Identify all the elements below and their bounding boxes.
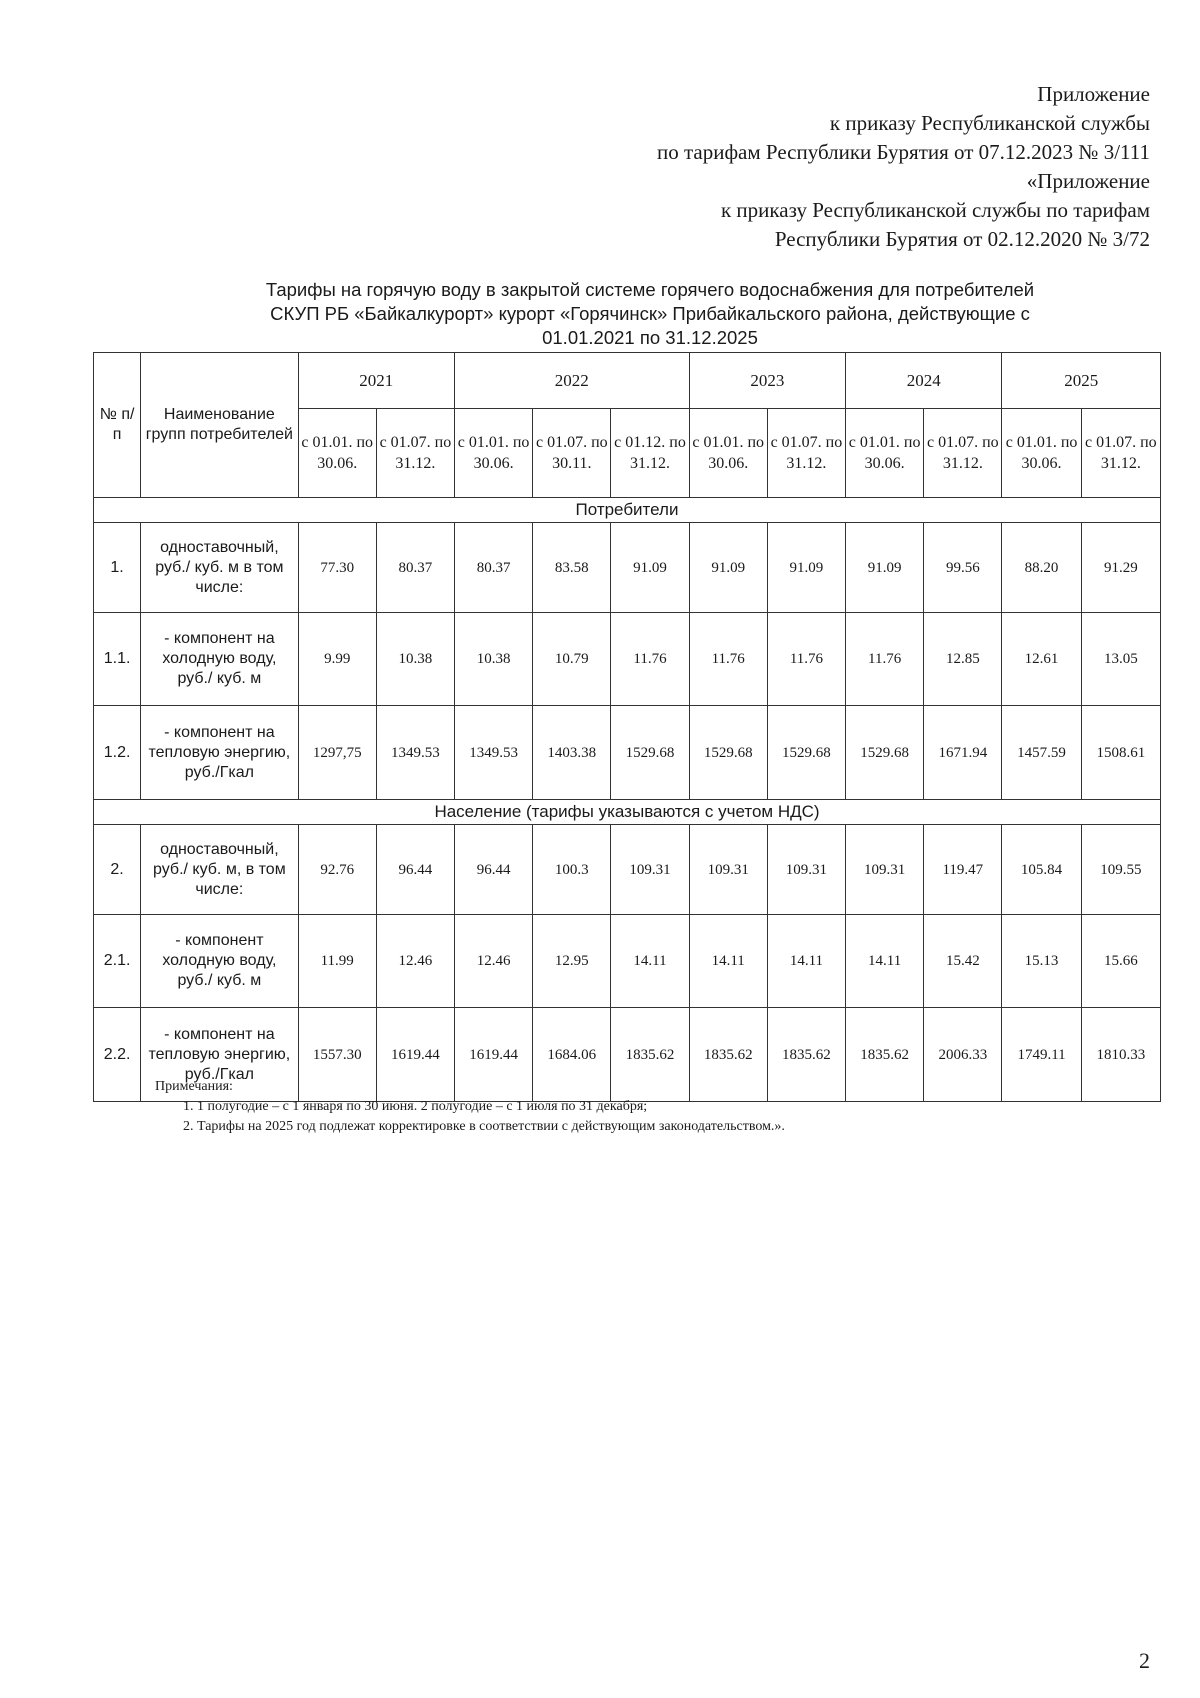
header-line: по тарифам Республики Бурятия от 07.12.2023 № 3/111 (656, 140, 1150, 164)
tariff-value: 88.20 (1002, 523, 1081, 613)
section-row (94, 498, 1161, 523)
tariff-value: 100.3 (533, 825, 611, 915)
document-title (140, 278, 1160, 350)
tariff-value: 1835.62 (767, 1008, 845, 1102)
tariff-value: 1529.68 (611, 706, 689, 800)
tariff-value: 99.56 (924, 523, 1002, 613)
tariff-value: 1684.06 (533, 1008, 611, 1102)
row-number: 2. (94, 825, 141, 915)
period-header: с 01.07. по 31.12. (1081, 409, 1160, 498)
tariff-value: 9.99 (298, 613, 376, 706)
table-row (94, 613, 1161, 706)
header-line: к приказу Республиканской службы (829, 111, 1150, 135)
title-line: 01.01.2021 по 31.12.2025 (542, 327, 758, 348)
consumer-group-name: - компонент на тепловую энергию, руб./Гкал (141, 706, 298, 800)
tariff-value: 1349.53 (455, 706, 533, 800)
tariff-value: 15.66 (1081, 915, 1160, 1008)
tariff-value: 14.11 (611, 915, 689, 1008)
tariff-value: 12.95 (533, 915, 611, 1008)
tariff-value: 15.13 (1002, 915, 1081, 1008)
row-number: 1.2. (94, 706, 141, 800)
tariff-value: 10.38 (455, 613, 533, 706)
tariff-value: 11.76 (846, 613, 924, 706)
period-header: с 01.01. по 30.06. (689, 409, 767, 498)
tariff-value: 14.11 (689, 915, 767, 1008)
appendix-header (350, 80, 1150, 254)
row-number: 2.1. (94, 915, 141, 1008)
period-header: с 01.07. по 31.12. (376, 409, 454, 498)
tariff-value: 1749.11 (1002, 1008, 1081, 1102)
consumer-group-name: одноставочный, руб./ куб. м, в том числе: (141, 825, 298, 915)
tariff-value: 1671.94 (924, 706, 1002, 800)
year-header: 2024 (846, 353, 1002, 409)
tariff-value: 1529.68 (689, 706, 767, 800)
tariff-value: 92.76 (298, 825, 376, 915)
notes-heading: Примечания: (155, 1079, 233, 1094)
tariff-value: 10.38 (376, 613, 454, 706)
tariff-value: 12.46 (376, 915, 454, 1008)
header-line: к приказу Республиканской службы по тарифам (720, 198, 1150, 222)
tariff-value: 10.79 (533, 613, 611, 706)
period-header: с 01.01. по 30.06. (1002, 409, 1081, 498)
header-line: Республики Бурятия от 02.12.2020 № 3/72 (774, 227, 1150, 251)
col-num-header: № п/п (94, 353, 141, 498)
tariff-value: 91.09 (689, 523, 767, 613)
consumer-group-name: - компонент на холодную воду, руб./ куб. м (141, 613, 298, 706)
tariff-value: 14.11 (846, 915, 924, 1008)
tariff-value: 1508.61 (1081, 706, 1160, 800)
tariff-value: 11.76 (767, 613, 845, 706)
tariff-value: 11.76 (689, 613, 767, 706)
tariff-table (93, 352, 1161, 1102)
year-header: 2021 (298, 353, 454, 409)
tariff-value: 1297,75 (298, 706, 376, 800)
tariff-value: 1529.68 (767, 706, 845, 800)
table-row (94, 825, 1161, 915)
period-header: с 01.07. по 31.12. (924, 409, 1002, 498)
section-title: Население (тарифы указываются с учетом НДС) (94, 800, 1161, 825)
tariff-value: 105.84 (1002, 825, 1081, 915)
notes-list (155, 1097, 1055, 1137)
tariff-value: 1835.62 (611, 1008, 689, 1102)
tariff-value: 96.44 (455, 825, 533, 915)
row-number: 2.2. (94, 1008, 141, 1102)
notes (155, 1077, 1055, 1137)
tariff-value: 1835.62 (689, 1008, 767, 1102)
tariff-value: 109.31 (689, 825, 767, 915)
tariff-value: 109.31 (846, 825, 924, 915)
tariff-value: 109.55 (1081, 825, 1160, 915)
table-row (94, 915, 1161, 1008)
period-header: с 01.12. по 31.12. (611, 409, 689, 498)
page-number: 2 (1139, 1648, 1150, 1673)
year-header: 2025 (1002, 353, 1161, 409)
row-number: 1. (94, 523, 141, 613)
tariff-value: 96.44 (376, 825, 454, 915)
row-number: 1.1. (94, 613, 141, 706)
year-header-row (94, 353, 1161, 409)
tariff-value: 13.05 (1081, 613, 1160, 706)
header-line: Приложение (1037, 82, 1150, 106)
tariff-value: 1529.68 (846, 706, 924, 800)
tariff-value: 1619.44 (455, 1008, 533, 1102)
title-line: СКУП РБ «Байкалкурорт» курорт «Горячинск» Прибайкальского района, действующие с (270, 303, 1030, 324)
tariff-value: 1457.59 (1002, 706, 1081, 800)
section-title: Потребители (94, 498, 1161, 523)
tariff-value: 109.31 (767, 825, 845, 915)
tariff-value: 1835.62 (846, 1008, 924, 1102)
tariff-value: 15.42 (924, 915, 1002, 1008)
header-line: «Приложение (1026, 169, 1150, 193)
period-header: с 01.01. по 30.06. (298, 409, 376, 498)
table-row (94, 523, 1161, 613)
tariff-value: 1810.33 (1081, 1008, 1160, 1102)
tariff-value: 91.09 (611, 523, 689, 613)
tariff-value: 80.37 (455, 523, 533, 613)
consumer-group-name: - компонент на тепловую энергию, руб./Гкал (141, 1008, 298, 1102)
period-header: с 01.01. по 30.06. (846, 409, 924, 498)
tariff-value: 77.30 (298, 523, 376, 613)
period-header: с 01.01. по 30.06. (455, 409, 533, 498)
tariff-value: 109.31 (611, 825, 689, 915)
col-name-header: Наименование групп потребителей (141, 353, 298, 498)
period-header: с 01.07. по 30.11. (533, 409, 611, 498)
tariff-value: 1349.53 (376, 706, 454, 800)
table-row (94, 706, 1161, 800)
tariff-value: 2006.33 (924, 1008, 1002, 1102)
tariff-value: 14.11 (767, 915, 845, 1008)
period-header: с 01.07. по 31.12. (767, 409, 845, 498)
title-line: Тарифы на горячую воду в закрытой системе горячего водоснабжения для потребителей (265, 279, 1035, 300)
tariff-table-body (94, 498, 1161, 1102)
year-header: 2022 (455, 353, 690, 409)
consumer-group-name: - компонент холодную воду, руб./ куб. м (141, 915, 298, 1008)
tariff-value: 1557.30 (298, 1008, 376, 1102)
tariff-value: 11.76 (611, 613, 689, 706)
tariff-value: 1619.44 (376, 1008, 454, 1102)
note-item: 2. Тарифы на 2025 год подлежат корректировке в соответствии с действующим законодательством.». (197, 1117, 1055, 1137)
tariff-value: 119.47 (924, 825, 1002, 915)
tariff-value: 91.29 (1081, 523, 1160, 613)
tariff-value: 83.58 (533, 523, 611, 613)
tariff-value: 12.61 (1002, 613, 1081, 706)
tariff-value: 91.09 (846, 523, 924, 613)
tariff-value: 12.46 (455, 915, 533, 1008)
tariff-value: 91.09 (767, 523, 845, 613)
section-row (94, 800, 1161, 825)
tariff-value: 1403.38 (533, 706, 611, 800)
note-item: 1. 1 полугодие – с 1 января по 30 июня. 2 полугодие – с 1 июля по 31 декабря; (197, 1097, 1055, 1117)
tariff-value: 11.99 (298, 915, 376, 1008)
tariff-value: 12.85 (924, 613, 1002, 706)
consumer-group-name: одноставочный, руб./ куб. м в том числе: (141, 523, 298, 613)
tariff-value: 80.37 (376, 523, 454, 613)
year-header: 2023 (689, 353, 845, 409)
